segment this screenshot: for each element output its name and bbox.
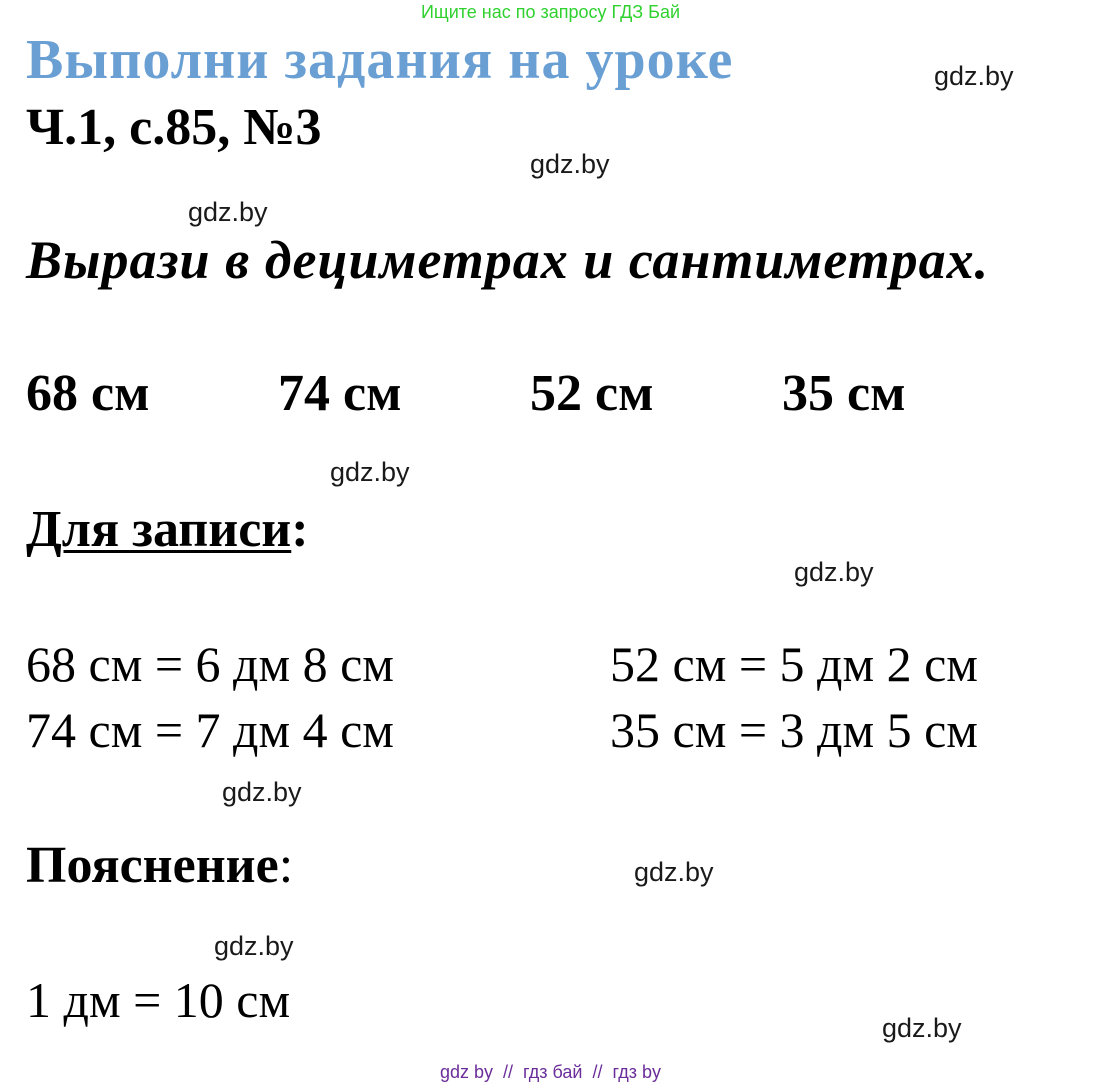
value-item: 68 см xyxy=(26,365,150,422)
watermark: gdz.by xyxy=(882,1013,962,1043)
task-instruction: Вырази в дециметрах и сантиметрах. xyxy=(26,230,990,290)
explanation-formula: 1 дм = 10 см xyxy=(26,972,291,1028)
watermark: gdz.by xyxy=(934,61,1014,91)
top-banner: Ищите нас по запросу ГДЗ Бай xyxy=(420,2,681,22)
answer-line: 74 см = 7 дм 4 см xyxy=(26,702,394,758)
footer-links: gdz by // гдз бай // гдз by xyxy=(439,1062,662,1082)
page-heading: Выполни задания на уроке xyxy=(26,29,734,91)
watermark: gdz.by xyxy=(634,857,714,887)
answer-line: 68 см = 6 дм 8 см xyxy=(26,636,394,692)
answer-line: 35 см = 3 дм 5 см xyxy=(610,702,978,758)
task-reference: Ч.1, с.85, №3 xyxy=(26,99,322,156)
record-section-label: Для записи xyxy=(26,501,292,558)
watermark: gdz.by xyxy=(794,557,874,587)
watermark: gdz.by xyxy=(222,777,302,807)
record-section-title xyxy=(26,500,309,560)
watermark: gdz.by xyxy=(530,149,610,179)
value-item: 52 см xyxy=(530,365,654,422)
explanation-section-title xyxy=(26,836,293,896)
value-item: 74 см xyxy=(278,365,402,422)
record-section-colon: : xyxy=(291,501,309,558)
value-item: 35 см xyxy=(782,365,906,422)
explanation-section-label: Пояснение xyxy=(26,837,279,894)
watermark: gdz.by xyxy=(330,457,410,487)
answer-line: 52 см = 5 дм 2 см xyxy=(610,636,978,692)
watermark: gdz.by xyxy=(188,197,268,227)
watermark: gdz.by xyxy=(214,931,294,961)
explanation-section-colon: : xyxy=(278,837,294,894)
